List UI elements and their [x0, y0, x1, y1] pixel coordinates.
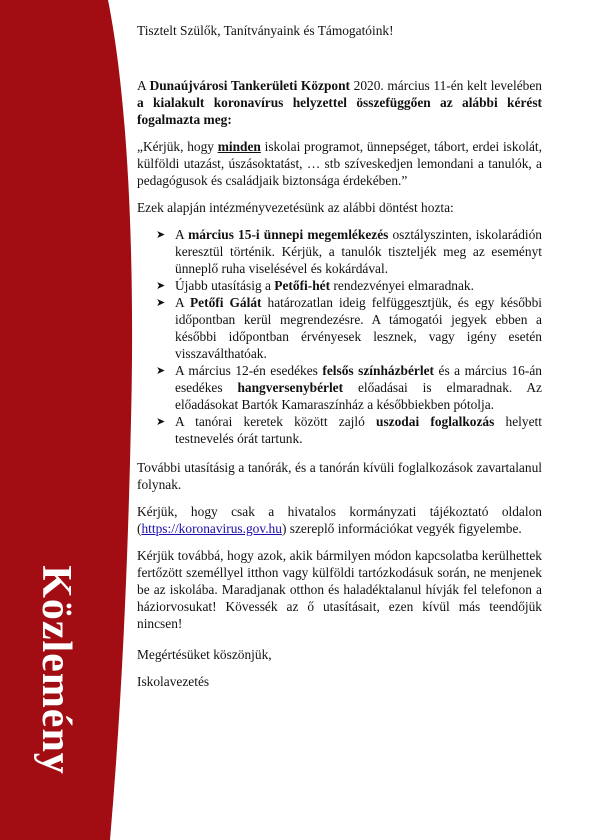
contact-paragraph: Kérjük továbbá, hogy azok, akik bármilyen módon kapcsolatba kerülhettek fertőzött személlyel itthon vagy külföldi tartózkodásuk során, ne menjenek be az iskolába. Maradjanak otthon és haladéktalanul hívják fel telefonon a háziorvosukat! Kövessék az ő utasításait, ezen kívül más teendőjük nincsen! — [137, 548, 542, 631]
list-text: Újabb utasításig a — [175, 278, 275, 293]
letter-body — [137, 22, 542, 700]
list-text: rendezvényei elmaradnak. — [330, 278, 474, 293]
decision-intro: Ezek alapján intézményvezetésünk az alábbi döntést hozta: — [137, 200, 454, 215]
info-text-1: Kérjük, hogy csak a hivatalos kormányzati tájékoztató oldalon ( — [137, 504, 542, 536]
list-bold: uszodai foglalkozás — [376, 414, 495, 429]
list-text: és a március 16-án esedékes — [175, 363, 542, 395]
list-item — [137, 277, 542, 294]
intro-paragraph — [137, 77, 542, 128]
list-item — [137, 413, 542, 447]
arrow-bullet-icon: ➤ — [156, 415, 166, 428]
list-text: A — [175, 295, 190, 310]
list-text: A — [175, 227, 189, 242]
list-item — [137, 226, 542, 277]
list-bold: felsős színházbérlet — [322, 363, 434, 378]
greeting: Tisztelt Szülők, Tanítványaink és Támogatóink! — [137, 23, 394, 38]
quote-text-2: iskolai programot, ünnepséget, tábort, erdei iskolát, külföldi utazást, úszásoktatást, … stb szíveskedjen lemondani a tanulók, a pedagógusok és családjaik biztonsága érdekében.” — [137, 139, 543, 188]
koronavirus-link[interactable]: https://koronavirus.gov.hu — [141, 521, 282, 536]
intro-bold: a kialakult koronavírus helyzettel összefüggően az alábbi kérést fogalmazta meg: — [137, 95, 542, 127]
list-bold: március 15-i ünnepi megemlékezés — [188, 227, 389, 242]
list-text: A március 12-én esedékes — [175, 363, 323, 378]
intro-text-2: 2020. március 11-én kelt levelében — [350, 78, 542, 93]
intro-org: Dunaújvárosi Tankerületi Központ — [149, 78, 351, 93]
arrow-bullet-icon: ➤ — [156, 228, 166, 241]
arrow-bullet-icon: ➤ — [156, 279, 166, 292]
list-text: előadásai is elmaradnak. Az előadásokat Bartók Kamaraszínház a későbbiekben pótolja. — [175, 380, 542, 412]
list-text: helyett testnevelés órát tartunk. — [175, 414, 542, 446]
quote-emphasis: minden — [217, 139, 261, 154]
list-text: A tanórai keretek között zajló — [175, 414, 376, 429]
list-bold: Petőfi-hét — [274, 278, 331, 293]
list-text: határozatlan ideig felfüggesztjük, és egy későbbi időpontban kerül megrendezésre. A támogatói jegyek ebben a későbbi időpontban érvényesek lesznek, vagy igény esetén visszaválthatóak. — [175, 295, 543, 361]
list-text: osztályszinten, iskolarádión keresztül történik. Kérjük, a tanulók tiszteljék meg az eseményt ünneplő ruha viselésével és kokárdával. — [175, 227, 542, 276]
thanks-line: Megértésüket köszönjük, — [137, 647, 272, 662]
list-item — [137, 294, 542, 362]
list-bold: Petőfi Gálát — [189, 295, 262, 310]
quote-paragraph — [137, 138, 542, 189]
info-text-2: ) szereplő információkat vegyék figyelembe. — [281, 521, 522, 536]
decision-list — [137, 226, 542, 447]
signature: Iskolavezetés — [137, 674, 210, 689]
lessons-paragraph: További utasításig a tanórák, és a tanórán kívüli foglalkozások zavartalanul folynak. — [137, 460, 542, 492]
arrow-bullet-icon: ➤ — [156, 296, 166, 309]
side-title: Közlemény — [33, 565, 79, 775]
quote-text-1: „Kérjük, hogy — [137, 139, 218, 154]
arrow-bullet-icon: ➤ — [156, 364, 166, 377]
intro-text-1: A — [137, 78, 150, 93]
info-paragraph — [137, 503, 542, 537]
list-item — [137, 362, 542, 413]
list-bold: hangversenybérlet — [237, 380, 344, 395]
